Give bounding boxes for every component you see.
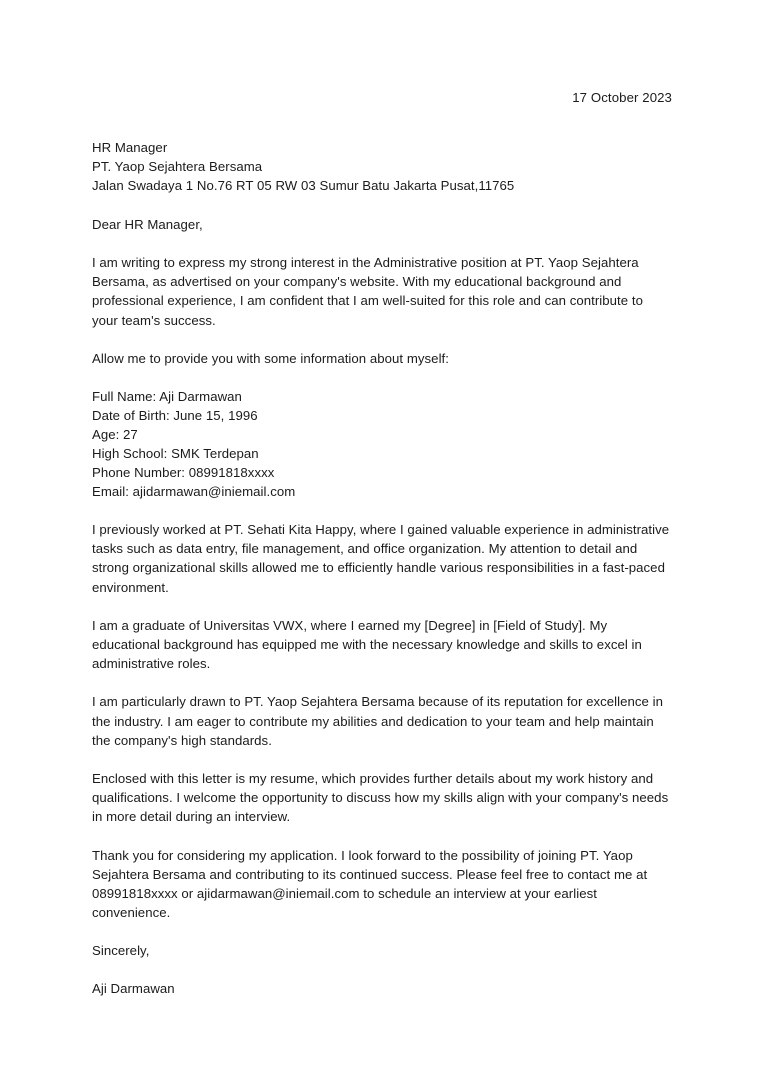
thanks-paragraph: Thank you for considering my application. I look forward to the possibility of joining PT. Yaop Sejahtera Bersama and contributing to its continued success. Please feel free to contact me at 08991818xxxx or ajidarmawan@iniemail.com to schedule an interview at your earliest convenience. (92, 847, 648, 921)
recipient-line-2: PT. Yaop Sejahtera Bersama (92, 159, 263, 174)
detail-email: Email: ajidarmawan@iniemail.com (92, 484, 296, 500)
experience-paragraph: I previously worked at PT. Sehati Kita Happy, where I gained valuable experience in administrative tasks such as data entry, file management, and office organization. My attention to detail and strong organizational skills allowed me to efficiently handle various responsibilities in a fast-paced environment. (92, 522, 670, 595)
intro-paragraph: I am writing to express my strong interest in the Administrative position at PT. Yaop Sejahtera Bersama, as advertised on your company's website. With my educational background and professional experience, I am confident that I am well-suited for this role and can contribute to your team's success. (92, 255, 643, 328)
recipient-line-3: Jalan Swadaya 1 No.76 RT 05 RW 03 Sumur Batu Jakarta Pusat,11765 (92, 178, 515, 193)
motivation-paragraph: I am particularly drawn to PT. Yaop Sejahtera Bersama because of its reputation for excellence in the industry. I am eager to contribute my abilities and dedication to your team and help maintain the company's high standards. (92, 694, 663, 748)
details-intro-paragraph: Allow me to provide you with some information about myself: (92, 350, 449, 366)
detail-phone-number: Phone Number: 08991818xxxx (92, 465, 275, 481)
recipient-line-1: HR Manager (92, 140, 168, 155)
enclosure-paragraph: Enclosed with this letter is my resume, which provides further details about my work history and qualifications. I welcome the opportunity to discuss how my skills align with your company's needs in more detail during an interview. (92, 771, 669, 825)
detail-date-of-birth: Date of Birth: June 15, 1996 (92, 408, 258, 424)
letter-date: 17 October 2023 (572, 90, 672, 105)
detail-age: Age: 27 (92, 427, 138, 443)
closing-line: Sincerely, (92, 943, 150, 959)
signature-name: Aji Darmawan (92, 981, 175, 997)
detail-full-name: Full Name: Aji Darmawan (92, 389, 242, 405)
personal-details-list (92, 387, 672, 501)
education-paragraph: I am a graduate of Universitas VWX, where I earned my [Degree] in [Field of Study]. My educational background has equipped me with the necessary knowledge and skills to excel in administrative roles. (92, 617, 642, 672)
recipient-address-block (92, 138, 672, 195)
salutation: Dear HR Manager, (92, 217, 203, 232)
letter-body (92, 88, 672, 998)
detail-high-school: High School: SMK Terdepan (92, 446, 259, 462)
